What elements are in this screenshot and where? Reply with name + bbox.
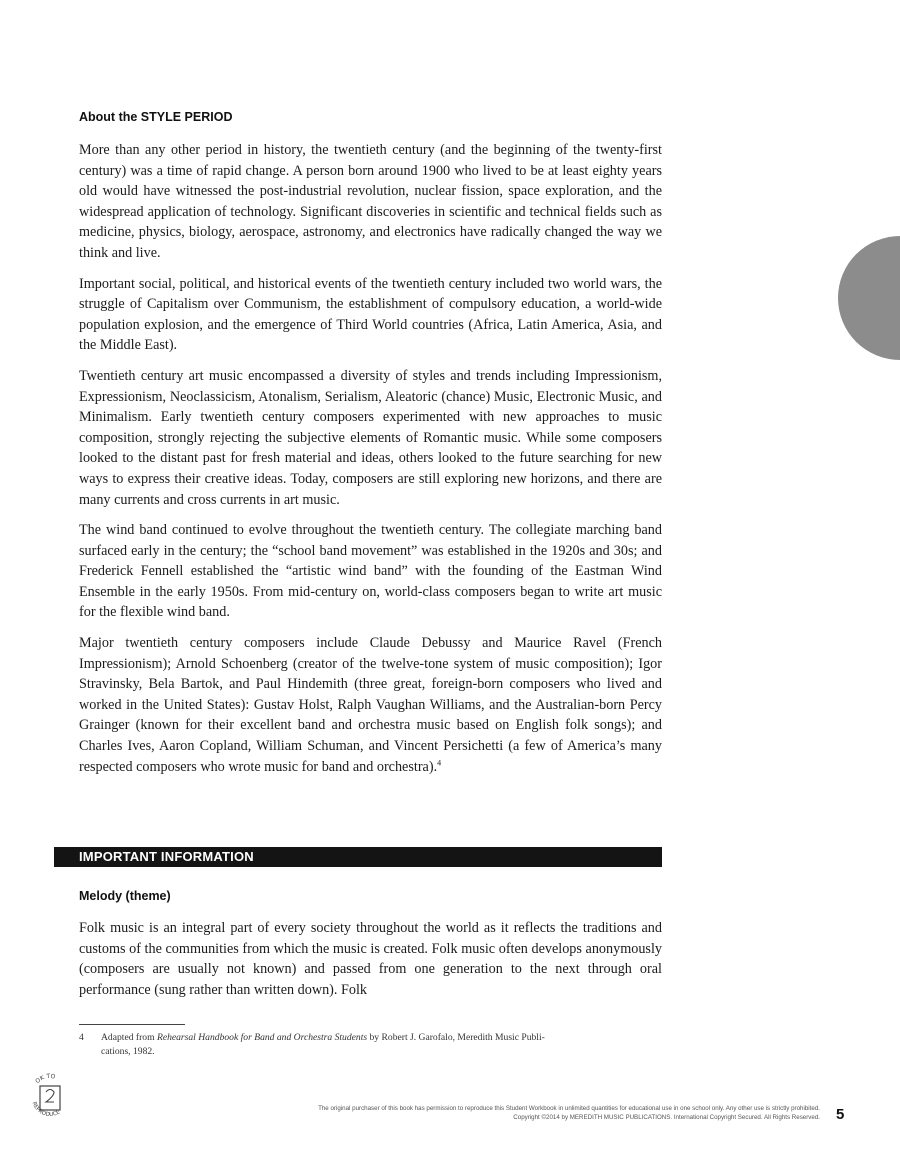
paragraph-1: More than any other period in history, the twentieth century (and the beginning of the twenty-first century) was a time of rapid change. A person born around 1900 who lived to be at least eighty years old would have witnessed the post-industrial revolution, nuclear fission, space exploration, and the widespread application of technology. Significant discoveries in scientific and technical fields such as medicine, physics, biology, aerospace, astronomy, and electronics have radically changed the way we think and live. (79, 142, 662, 261)
footnote-number: 4 (79, 1032, 84, 1043)
style-period-section (79, 110, 662, 787)
side-thumb-tab (838, 236, 900, 360)
section-heading: About the STYLE PERIOD (79, 110, 233, 124)
footnote-line-2: cations, 1982. (101, 1045, 155, 1057)
footnote-prefix: Adapted from (101, 1032, 157, 1043)
footnote-suffix: by Robert J. Garofalo, Meredith Music Publi- (367, 1032, 545, 1043)
ok-to-reproduce-icon (26, 1068, 74, 1124)
page-number: 5 (836, 1106, 845, 1123)
paragraph-5 (79, 633, 662, 777)
paragraph-3: Twentieth century art music encompassed a diversity of styles and trends including Impressionism, Expressionism, Neoclassicism, Atonalism, Serialism, Aleatoric (chance) Music, Electronic Music, and Minimalism. Early twentieth century composers experimented with new approaches to music composition, strongly rejecting the subjective elements of Romantic music. While some composers looked to the distant past for fresh material and ideas, others looked to the future searching for new ways to express their creative ideas. Today, composers are still exploring new horizons, and there are many currents and cross currents in art music. (79, 367, 662, 508)
paragraph-5-text: Major twentieth century composers include Claude Debussy and Maurice Ravel (French Impressionism); Arnold Schoenberg (creator of the twelve-tone system of music composition); Igor Stravinsky, Bela Bartok, and Paul Hindemith (three great, foreign-born composers who lived and worked in the United States): Gustav Holst, Ralph Vaughan Williams, and the Australian-born Percy Grainger (known for their excellent band and orchestra music based on English folk songs); and Charles Ives, Aaron Copland, William Schuman, and Vincent Persichetti (a few of America’s many respected composers who wrote music for band and orchestra). (79, 635, 662, 775)
stamp-bottom-text: REPRODUCE (30, 1101, 62, 1119)
important-section (79, 889, 662, 1010)
copyright-notice (100, 1104, 820, 1122)
svg-text:OK TO (34, 1073, 56, 1085)
important-information-banner: IMPORTANT INFORMATION (54, 847, 662, 867)
footnote (79, 1031, 662, 1058)
melody-paragraph: Folk music is an integral part of every society throughout the world as it reflects the traditions and customs of the communities from which the music is created. Folk music often develops anonymously (composers are usually not known) and passed from one generation to the next through oral performance (sung rather than written down). Folk (79, 920, 662, 998)
paragraph-2: Important social, political, and historical events of the twentieth century included two world wars, the struggle of Capitalism over Communism, the establishment of compulsory education, a world-wide population explosion, and the emergence of Third World countries (Africa, Latin America, Asia, and the Middle East). (79, 275, 662, 354)
stamp-top-text: OK TO (34, 1072, 56, 1086)
paragraph-4: The wind band continued to evolve throughout the twentieth century. The collegiate marching band surfaced early in the century; the “school band movement” was established in the 1920s and 30s; and Frederick Fennell established the “artistic wind band” with the founding of the Eastman Wind Ensemble in the early 1950s. From mid-century on, world-class composers began to write art music for the flexible wind band. (79, 522, 662, 621)
footnote-divider (79, 1024, 185, 1025)
footnote-reference: 4 (437, 757, 442, 767)
copyright-line-2: Copyright ©2014 by MEREDITH MUSIC PUBLICATIONS. International Copyright Secured. All Rights Reserved. (513, 1114, 820, 1121)
footnote-book-title: Rehearsal Handbook for Band and Orchestra Students (156, 1032, 368, 1043)
copyright-line-1: The original purchaser of this book has permission to reproduce this Student Workbook in unlimited quantities for educational use in one school only. Any other use is strictly prohibited. (318, 1105, 820, 1112)
melody-subheading: Melody (theme) (79, 889, 171, 903)
